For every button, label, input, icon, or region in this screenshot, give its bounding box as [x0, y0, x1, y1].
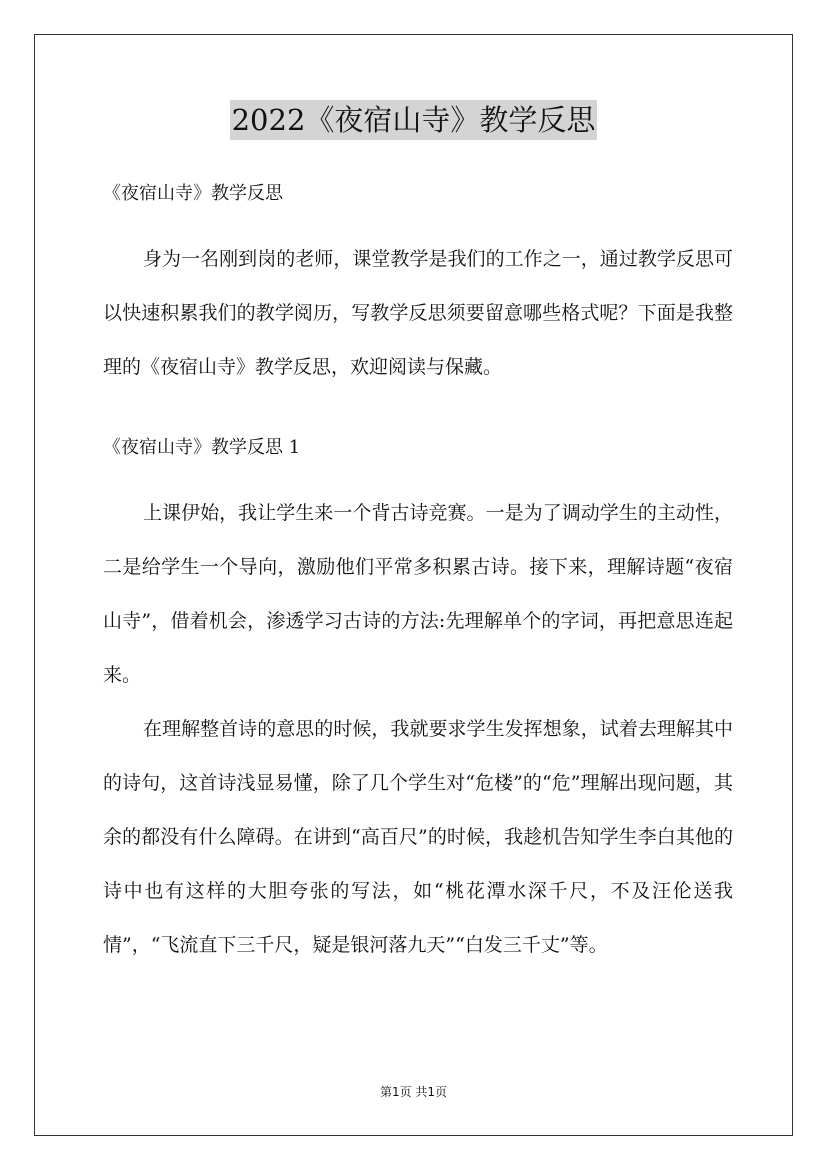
spacer [103, 466, 733, 486]
spacer [103, 212, 733, 232]
body-paragraph: 上课伊始，我让学生来一个背古诗竞赛。一是为了调动学生的主动性，二是给学生一个导向，激励他们平常多积累古诗。接下来，理解诗题“夜宿山寺”，借着机会，渗透学习古诗的方法:先理解单个的字词，再把意思连起来。 [103, 502, 733, 686]
title-container [0, 100, 827, 140]
document-title: 2022《夜宿山寺》教学反思 [230, 100, 598, 140]
spacer [103, 394, 733, 430]
document-subtitle: 《夜宿山寺》教学反思 [103, 183, 283, 204]
section-heading: 《夜宿山寺》教学反思 1 [103, 437, 301, 458]
body-paragraph: 在理解整首诗的意思的时候，我就要求学生发挥想象，试着去理解其中的诗句，这首诗浅显易懂，除了几个学生对“危楼”的“危”理解出现问题，其余的都没有什么障碍。在讲到“高百尺”的时候，我趁机告知学生李白其他的诗中也有这样的大胆夸张的写法，如“桃花潭水深千尺，不及汪伦送我情”，“飞流直下三千尺，疑是银河落九天”“白发三千丈”等。 [103, 718, 733, 956]
intro-paragraph: 身为一名刚到岗的老师，课堂教学是我们的工作之一，通过教学反思可以快速积累我们的教学阅历，写教学反思须要留意哪些格式呢？下面是我整理的《夜宿山寺》教学反思，欢迎阅读与保藏。 [103, 248, 733, 378]
page-number: 第1页 共1页 [379, 1085, 448, 1099]
document-body [103, 176, 733, 972]
